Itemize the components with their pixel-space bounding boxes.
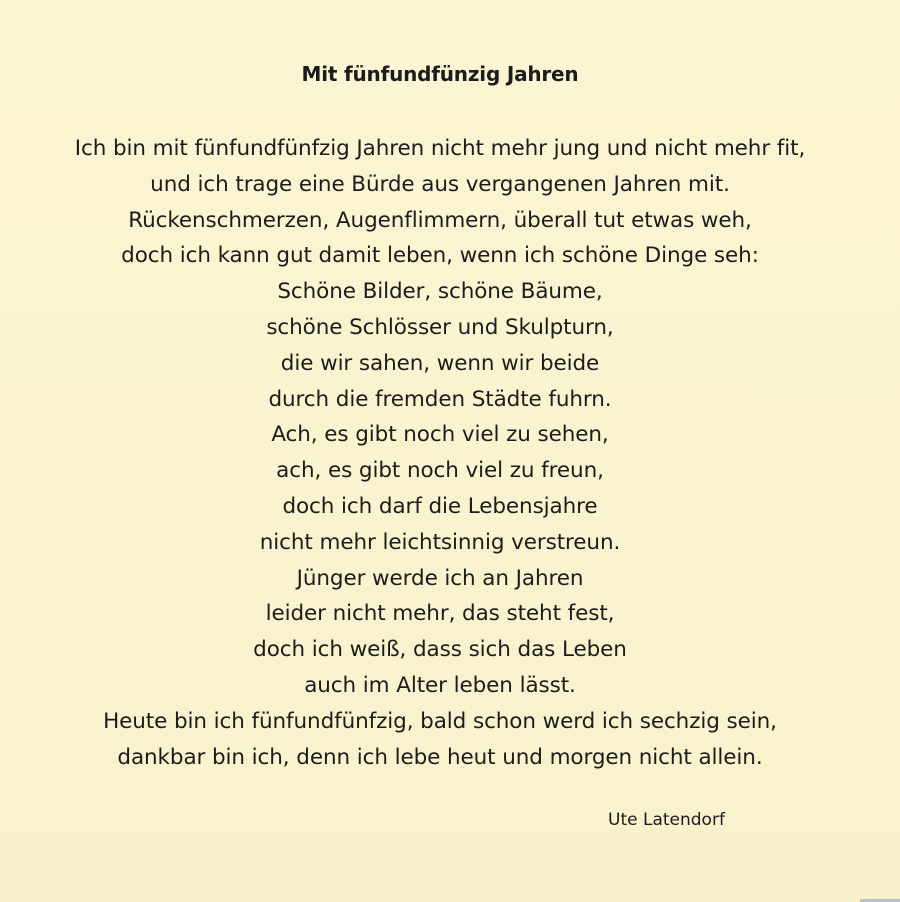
poem-line: durch die fremden Städte fuhrn. bbox=[268, 386, 612, 412]
poem-line: Jünger werde ich an Jahren bbox=[296, 565, 584, 591]
poem-line: leider nicht mehr, das steht fest, bbox=[265, 601, 615, 627]
poem-author: Ute Latendorf bbox=[608, 810, 725, 830]
poem-line: auch im Alter leben lässt. bbox=[304, 672, 576, 698]
poem-body bbox=[0, 131, 880, 775]
poem-line: doch ich weiß, dass sich das Leben bbox=[253, 637, 627, 663]
poem-title: Mit fünfundfünzig Jahren bbox=[301, 62, 579, 86]
poem-line: Schöne Bilder, schöne Bäume, bbox=[277, 279, 603, 305]
poem-line: und ich trage eine Bürde aus vergangenen Jahren mit. bbox=[150, 171, 730, 197]
poem-line: die wir sahen, wenn wir beide bbox=[280, 350, 600, 376]
poem-line: Rückenschmerzen, Augenflimmern, überall tut etwas weh, bbox=[128, 207, 752, 233]
poem-line: doch ich kann gut damit leben, wenn ich schöne Dinge seh: bbox=[121, 243, 759, 269]
poem-line: doch ich darf die Lebensjahre bbox=[282, 493, 598, 519]
poem-line: Ach, es gibt noch viel zu sehen, bbox=[271, 422, 609, 448]
poem-line: Ich bin mit fünfundfünfzig Jahren nicht mehr jung und nicht mehr fit, bbox=[74, 136, 806, 161]
poem-line: dankbar bin ich, denn ich lebe heut und morgen nicht allein. bbox=[117, 744, 763, 770]
poem-line: Heute bin ich fünfundfünfzig, bald schon werd ich sechzig sein, bbox=[103, 708, 777, 734]
poem-line: schöne Schlösser und Skulpturn, bbox=[266, 314, 614, 340]
poem-line: nicht mehr leichtsinnig verstreun. bbox=[259, 529, 621, 555]
poem-line: ach, es gibt noch viel zu freun, bbox=[276, 458, 604, 484]
